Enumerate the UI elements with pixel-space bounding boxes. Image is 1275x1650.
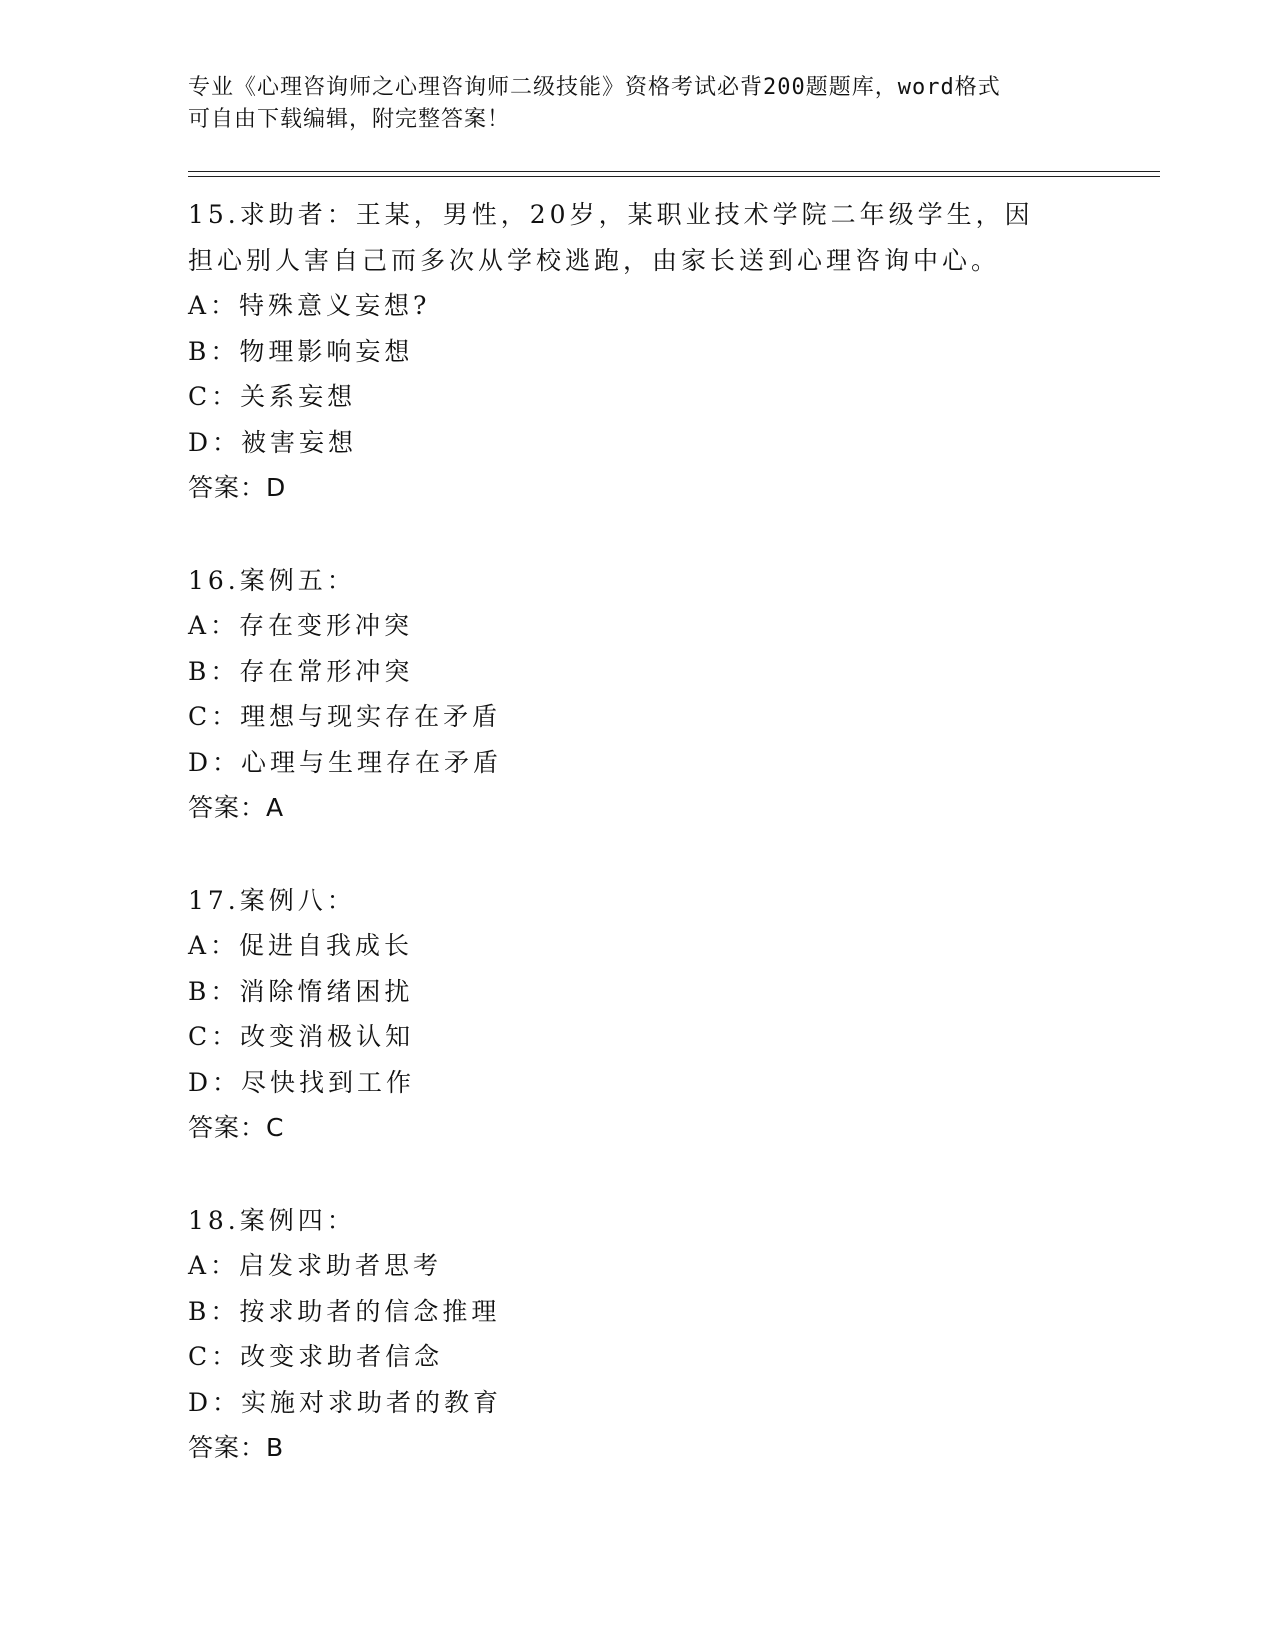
option-c: C：改变求助者信念 (188, 1342, 444, 1371)
header-rule-top (188, 171, 1160, 172)
answer-line: 答案：B (188, 1433, 285, 1462)
question-16 (188, 558, 1088, 831)
option-c: C：改变消极认知 (188, 1022, 415, 1051)
option-b: B：按求助者的信念推理 (188, 1296, 501, 1326)
option-d: D：尽快找到工作 (188, 1067, 416, 1097)
answer-line: 答案：A (188, 793, 285, 822)
option-a: A：启发求助者思考 (188, 1251, 443, 1280)
header-line-2: 可自由下载编辑，附完整答案！ (188, 107, 511, 132)
question-18 (188, 1198, 1088, 1471)
header-line-1: 专业《心理咨询师之心理咨询师二级技能》资格考试必背200题题库，word格式 (188, 75, 1001, 100)
question-stem: 18.案例四： (188, 1205, 356, 1235)
answer-line: 答案：D (188, 473, 287, 502)
option-c: C：理想与现实存在矛盾 (188, 702, 502, 731)
option-b: B：消除惰绪困扰 (188, 976, 414, 1006)
question-stem: 16.案例五： (188, 565, 356, 595)
option-c: C：关系妄想 (188, 382, 357, 411)
question-stem: 15.求助者：王某，男性，20岁，某职业技术学院二年级学生，因担心别人害自己而多次从学校逃跑，由家长送到心理咨询中心。 (188, 200, 1034, 275)
option-a: A：存在变形冲突 (188, 611, 414, 640)
document-header (188, 72, 1068, 136)
question-15 (188, 192, 1088, 511)
option-a: A：特殊意义妄想? (188, 291, 431, 320)
question-17 (188, 878, 1088, 1151)
option-d: D：心理与生理存在矛盾 (188, 747, 503, 777)
option-d: D：实施对求助者的教育 (188, 1387, 503, 1417)
option-a: A：促进自我成长 (188, 931, 414, 960)
header-rule-bottom (188, 176, 1160, 177)
question-stem: 17.案例八： (188, 885, 356, 915)
option-d: D：被害妄想 (188, 427, 358, 457)
question-list (188, 192, 1088, 1518)
option-b: B：物理影响妄想 (188, 336, 414, 366)
option-b: B：存在常形冲突 (188, 656, 414, 686)
answer-line: 答案：C (188, 1113, 285, 1142)
